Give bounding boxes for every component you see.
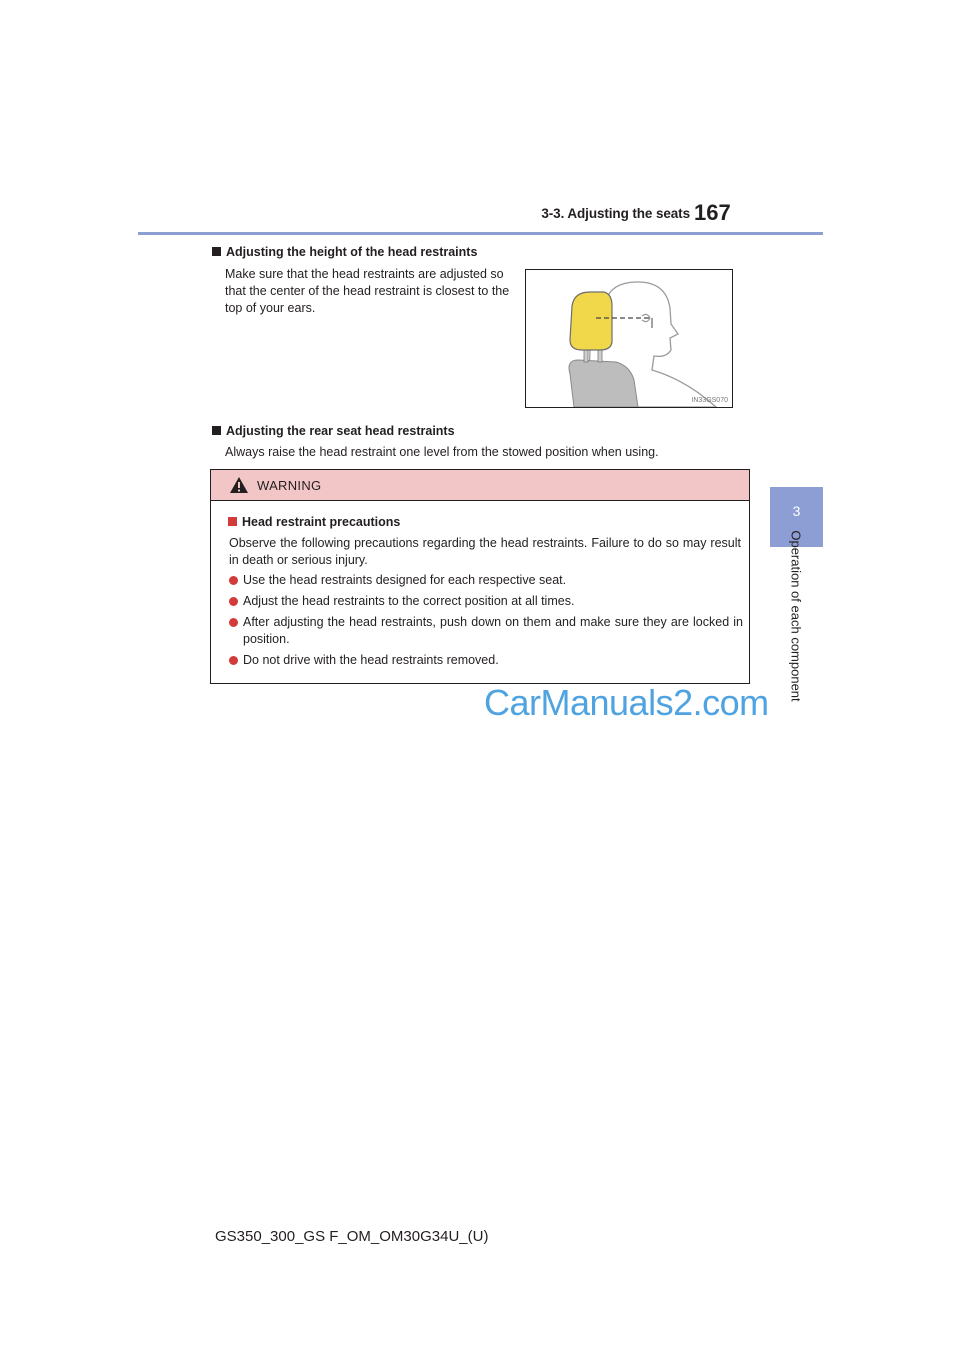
bullet-dot-icon <box>229 576 238 585</box>
head-restraint-height-illustration <box>525 269 733 408</box>
illustration-code: IN33GS070 <box>691 397 728 404</box>
list-item: Use the head restraints designed for each respective seat. <box>229 572 743 589</box>
square-bullet-icon <box>228 517 237 526</box>
warning-title: WARNING <box>257 478 322 493</box>
list-item: Adjust the head restraints to the correct position at all times. <box>229 593 743 610</box>
footer-doc-code: GS350_300_GS F_OM_OM30G34U_(U) <box>215 1228 489 1245</box>
warning-header <box>211 470 749 501</box>
warning-subheading: Head restraint precautions <box>228 515 400 529</box>
list-item: After adjusting the head restraints, push down on them and make sure they are locked in position. <box>229 614 743 648</box>
chapter-tab: 3 <box>770 487 823 547</box>
page-number: 167 <box>694 200 731 225</box>
list-item: Do not drive with the head restraints removed. <box>229 652 743 669</box>
square-bullet-icon <box>212 426 221 435</box>
bullet-dot-icon <box>229 656 238 665</box>
warning-intro: Observe the following precautions regarding the head restraints. Failure to do so may result in death or serious injury. <box>229 536 741 567</box>
section-body-rear: Always raise the head restraint one level from the stowed position when using. <box>225 445 659 459</box>
square-bullet-icon <box>212 247 221 256</box>
header-rule <box>138 232 823 235</box>
header-section-title: 3-3. Adjusting the seats <box>541 206 690 221</box>
bullet-dot-icon <box>229 618 238 627</box>
section-heading-rear: Adjusting the rear seat head restraints <box>212 424 455 438</box>
section-body-height: Make sure that the head restraints are adjusted so that the center of the head restraint is closest to the top of your ears. <box>225 267 510 315</box>
watermark-link[interactable]: CarManuals2.com <box>484 682 769 723</box>
section-heading-height: Adjusting the height of the head restraints <box>212 245 477 259</box>
chapter-title: Operation of each component <box>788 530 804 702</box>
bullet-dot-icon <box>229 597 238 606</box>
warning-box <box>210 469 750 684</box>
warning-triangle-icon <box>229 476 249 494</box>
